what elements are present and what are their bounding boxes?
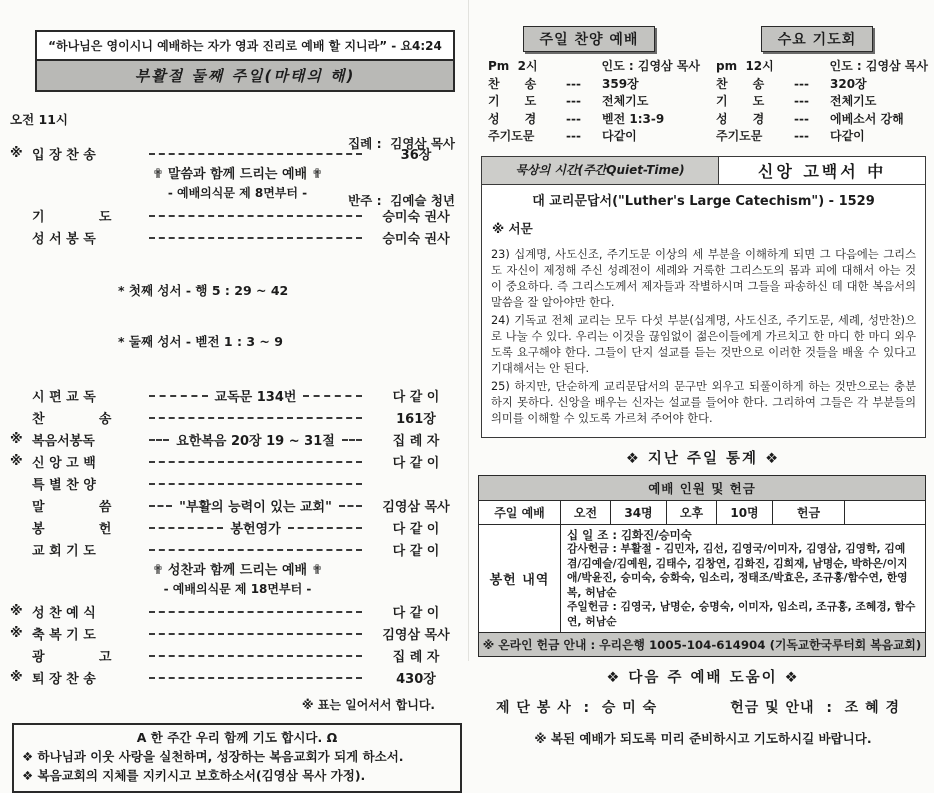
order-label: 축 복 기 도 [32,627,96,643]
dash-leader [339,505,362,507]
service-row-label: 주기도문 [716,129,763,143]
dash-leader [149,655,362,657]
order-center-text: 요한복음 20장 19 ~ 31절 [176,433,335,449]
dash-leader [149,677,362,679]
sunday-offering-line: 주일헌금 : 김영국, 남명순, 승명숙, 이미자, 임소리, 조규홍, 조혜경, 함수연, 허남순 [567,600,916,628]
service-row-dash: --- [566,94,581,108]
page-fold-divider [468,0,469,661]
dash-leader [149,237,362,239]
service-row [478,93,700,111]
quiet-time-label: 묵상의 시간(주간Quiet-Time) [482,157,719,184]
meditation-catechism-box [481,156,926,438]
service-row-value: 320장 [830,76,867,91]
service-row-dash: --- [566,111,581,126]
order-row-offering [10,516,465,538]
dash-leader [303,395,362,397]
standing-mark: ※ [10,453,23,469]
second-scripture: * 둘째 성서 - 벧전 1 : 3 ~ 9 [118,334,283,349]
dash-leader [149,633,362,635]
service-row-label: 기 도 [488,94,537,108]
service-row-label: 기 도 [716,94,765,108]
service-row-dash: --- [794,76,809,91]
section-communion-worship [10,560,465,600]
confession-of-faith-label: 신앙 고백서 中 [757,161,887,181]
officiant-accompanist [348,96,455,248]
services-row [478,26,928,146]
order-value: 집 례 자 [392,649,440,665]
order-value: 다 같 이 [392,389,440,405]
order-label: 찬 송 [32,411,112,427]
order-row-psalm-reading [10,384,465,406]
order-value: 김영삼 목사 [382,499,450,515]
thanksgiving-offering-line: 감사헌금 : 부활절 - 김민자, 김선, 김영국/이미자, 김영삼, 김영학, 김예겸/김예슬/김예원, 김태수, 김창연, 김화진, 김희재, 남명순, 박하은/이지애/박윤진, 승미숙, 승화숙, 임소리, 정태조/박효은, 조규홍/함수연, 한영복, 허남순 [567,542,908,599]
order-row-hymn [10,406,465,428]
worship-order-column [10,30,465,793]
cell-afternoon-count: 10명 [717,500,773,524]
order-value: 430장 [396,671,436,687]
standing-mark: ※ [10,603,23,619]
order-row-closing-hymn [10,666,465,688]
bulletin-header-box [35,30,455,92]
order-row-creed [10,450,465,472]
attendance-offering-table [478,475,926,658]
service-row-value: 벧전 1:3-9 [602,111,665,126]
order-label: 교 회 기 도 [32,543,96,559]
service-row-value: 전체기도 [830,94,877,108]
order-label: 말 씀 [32,499,112,515]
section-title: ✟ 성찬과 함께 드리는 예배 ✟ [152,563,323,578]
preface-label: ※ 서문 [492,220,533,236]
service-row-value: 다같이 [602,129,637,143]
altar-service-assignment: 제 단 봉 사 : 승 미 숙 [496,700,658,716]
dash-leader [342,439,362,441]
service-row [706,58,928,76]
order-value: 36장 [400,147,432,163]
tithe-line: 십 일 조 : 김화진/승미숙 [567,527,692,542]
sermon-title: "부활의 능력이 있는 교회" [179,499,332,515]
order-row-church-prayer [10,538,465,560]
service-row-label: 찬 송 [716,76,765,91]
standing-mark: ※ [10,145,23,161]
info-column [478,26,928,747]
service-row-dash: --- [794,111,809,126]
cell-offering-amount [845,500,926,524]
cell-morning-label: 오전 [561,500,611,524]
standing-mark: ※ [10,669,23,685]
next-week-helpers [478,697,928,717]
service-row-value: 359장 [602,76,639,91]
service-row-dash: --- [566,76,581,91]
order-value: 다 같 이 [392,521,440,537]
cell-afternoon-label: 오후 [667,500,717,524]
online-offering-note: ※ 온라인 헌금 안내 : 우리은행 1005-104-614904 (기독교한국루터회 복음교회) [479,633,926,657]
table-title: 예배 인원 및 헌금 [479,475,926,500]
service-row [706,76,928,94]
sunday-title: 부활절 둘째 주일(마태의 해) [37,61,453,90]
scripture-quote: “하나님은 영이시니 예배하는 자가 영과 진리로 예배 할 지니라” - 요4:24 [37,32,453,61]
service-row-label: Pm 2시 [488,59,538,73]
dash-leader [149,439,169,441]
catechism-subtitle: 대 교리문답서("Luther's Large Catechism") - 1529 [532,193,875,209]
first-scripture: * 첫째 성서 - 행 5 : 29 ~ 42 [118,283,289,298]
order-label: 광 고 [32,649,112,665]
catechism-paragraph: 25) 하지만, 단순하게 교리문답서의 문구만 외우고 되풀이하게 하는 것만으로는 충분하지 못하다. 신앙을 배우는 신자는 설교를 들어야 한다. 그리하여 그들은 각 부분들의 의미를 이해할 수 있도록 가르쳐 주어야 한다. [491,379,916,425]
order-value: 승미숙 권사 [382,209,450,225]
service-row [478,128,700,146]
order-label: 성 서 봉 독 [32,231,96,247]
order-row-special-praise [10,472,465,494]
order-row-gospel-reading [10,428,465,450]
catechism-paragraph: 24) 기독교 전체 교리는 모두 다섯 부분(십계명, 사도신조, 주기도문, 세례, 성만찬)으로 나눌 수 있다. 우리는 이것을 끊임없이 젊은이들에게 가르치고 한 마디 한 마디 외우도록 요구해야 한다. 그들이 단지 설교를 듣는 것만으로 이러한 것들을 배울 수 있다고 기대해서는 안 된다. [491,313,916,375]
order-label: 퇴 장 찬 송 [32,671,96,687]
dash-leader [149,395,208,397]
service-row-value: 전체기도 [602,94,649,108]
service-row [478,111,700,129]
order-value: 다 같 이 [392,543,440,559]
service-row [478,76,700,94]
order-label: 신 앙 고 백 [32,455,96,471]
attendance-row [479,500,926,524]
service-row-dash: --- [566,129,581,143]
order-value: 김영삼 목사 [382,627,450,643]
dash-leader [149,483,362,485]
service-row [478,58,700,76]
service-row [706,93,928,111]
standing-mark: ※ [10,431,23,447]
order-label: 기 도 [32,209,112,225]
service-row [706,111,928,129]
service-row-label: pm 12시 [716,59,774,73]
cell-sunday-worship: 주일 예배 [479,500,561,524]
next-week-helpers-heading: ❖ 다음 주 예배 도움이 ❖ [606,670,800,686]
weekly-prayer-box [12,723,462,793]
service-row-value: 인도 : 김영삼 목사 [601,59,700,73]
section-subtitle: - 예배의식문 제 8면부터 - [167,186,308,200]
service-row-dash [566,58,602,76]
order-label: 입 장 찬 송 [32,147,96,163]
service-row-label: 찬 송 [488,76,537,91]
online-offering-row [479,633,926,657]
service-row-value: 에베소서 강해 [830,111,904,126]
order-label: 복음서봉독 [32,433,95,449]
dash-leader [288,527,362,529]
dash-leader [149,153,362,155]
section-subtitle: - 예배의식문 제 18면부터 - [163,582,312,596]
cell-offering-label: 헌금 [773,500,845,524]
offering-guide-assignment: 헌금 및 안내 : 조 혜 경 [730,700,900,716]
service-row-value: 다같이 [830,129,865,143]
order-row-announcements [10,644,465,666]
order-value: 집 례 자 [392,433,440,449]
standing-mark: ※ [10,625,23,641]
dash-leader [149,461,362,463]
table-title-row [479,475,926,500]
service-row-dash: --- [794,129,809,143]
service-row-label: 성 경 [716,111,765,126]
last-week-stats-heading: ❖ 지난 주일 통계 ❖ [625,450,781,467]
order-value: 다 같 이 [392,455,440,471]
order-label: 시 편 교 독 [32,389,96,405]
dash-leader [149,215,362,217]
dash-leader [149,417,362,419]
catechism-paragraph: 23) 십계명, 사도신조, 주기도문 이상의 세 부분을 이해하게 되면 그 다음에는 그리스도 자신이 제정해 주신 성례전이 세례와 거룩한 그리스도의 몸과 피에 대해서 아는 것이 중요하다. 즉 그리스도께서 제자들과 작별하시며 그들을 파송하신 데 대한 복음서의 말씀을 잘 알아야만 한다. [491,247,916,309]
service-row [706,128,928,146]
service-row-label: 주기도문 [488,129,535,143]
order-label: 봉 헌 [32,521,112,537]
order-label: 특 별 찬 양 [32,477,96,493]
service-row-label: 성 경 [488,111,537,126]
service-time: 오전 11시 [10,112,68,127]
prayer-box-title: Α 한 주간 우리 함께 기도 합시다. Ω [136,730,338,745]
prayer-item: ❖ 하나님과 이웃 사랑을 실천하며, 성장하는 복음교회가 되게 하소서. [22,749,404,764]
offering-detail-row [479,524,926,633]
prayer-item: ❖ 복음교회의 지체를 지키시고 보호하소서(김영삼 목사 가정). [22,768,366,783]
service-row-value: 인도 : 김영삼 목사 [829,59,928,73]
sunday-praise-title: 주일 찬양 예배 [523,26,656,52]
section-title: ✟ 말씀과 함께 드리는 예배 ✟ [152,167,323,182]
wednesday-prayer-service [706,26,928,146]
order-row-sermon [10,494,465,516]
dash-leader [149,549,362,551]
order-value: 승미숙 권사 [382,231,450,247]
order-row-benediction [10,622,465,644]
officiant: 집례 : 김영삼 목사 [348,136,455,151]
order-value: 161장 [396,411,436,427]
offering-detail-label: 봉헌 내역 [479,524,561,633]
accompanist: 반주 : 김예슬 청년 [348,193,455,208]
dash-leader [149,611,362,613]
scripture-references [118,248,465,384]
dash-leader [149,527,223,529]
order-center-text: 봉헌영가 [230,521,281,537]
order-row-communion [10,600,465,622]
dash-leader [149,505,172,507]
wednesday-prayer-title: 수요 기도회 [761,26,874,52]
order-center-text: 교독문 134번 [214,389,297,405]
standing-instruction-note: ※ 표는 일어서서 합니다. [301,698,435,712]
order-value: 다 같 이 [392,605,440,621]
cell-morning-count: 34명 [611,500,667,524]
service-row-dash: --- [794,94,809,108]
preparation-note: ※ 복된 예배가 되도록 미리 준비하시고 기도하시길 바랍니다. [534,731,872,746]
service-row-dash [794,58,830,76]
sunday-praise-service [478,26,700,146]
order-label: 성 찬 예 식 [32,605,96,621]
